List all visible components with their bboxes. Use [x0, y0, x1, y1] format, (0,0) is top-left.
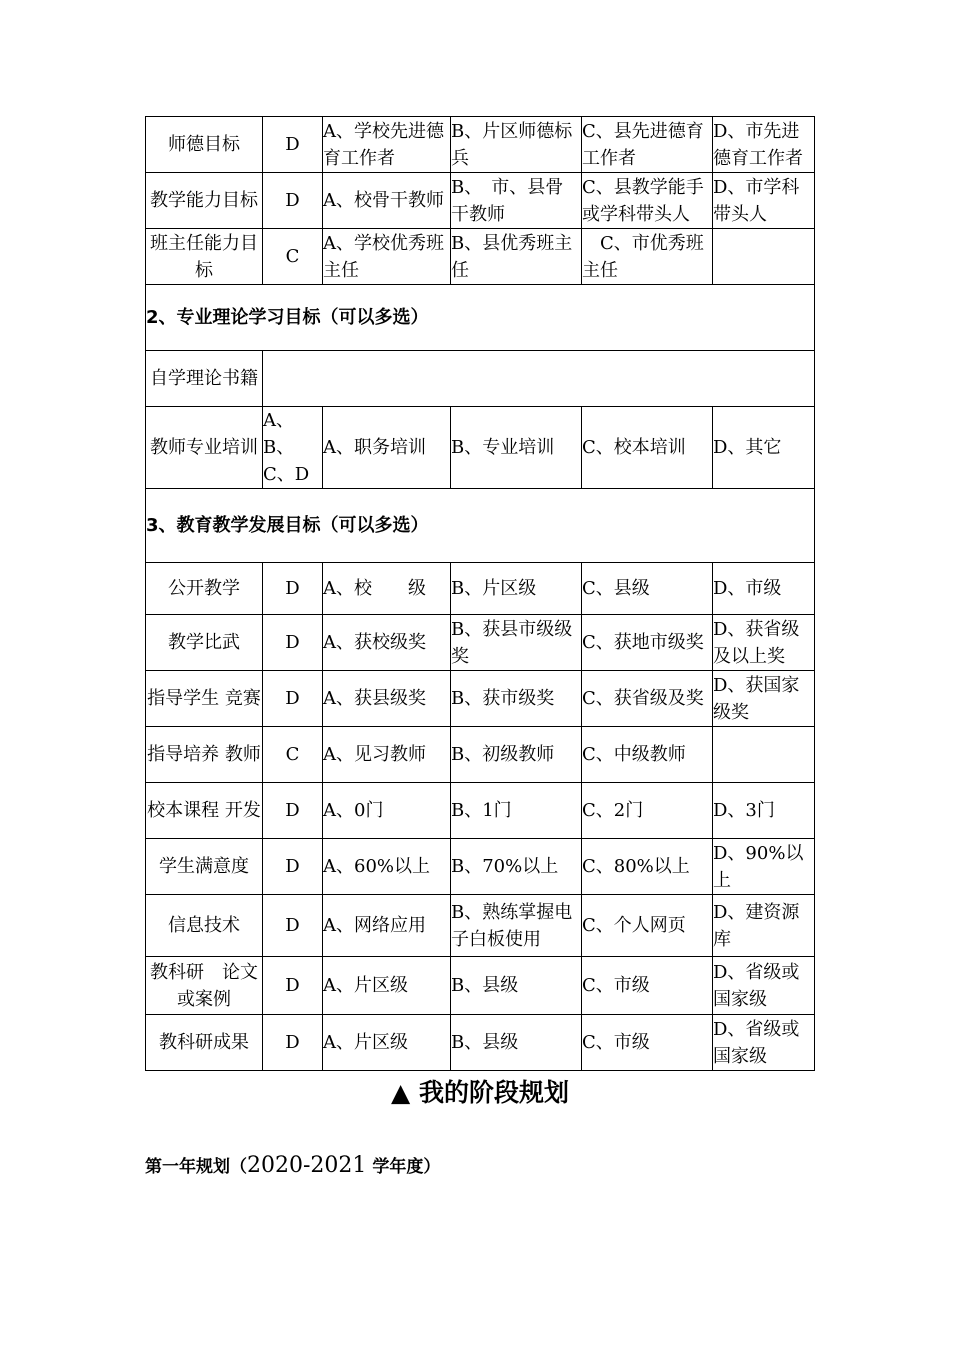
self-study-value: [263, 351, 815, 407]
year-plan-year: 2020-2021: [247, 1153, 367, 1178]
year-plan-prefix: 第一年规划（: [145, 1157, 247, 1177]
option-cell: C、中级教师: [582, 727, 713, 783]
option-cell: B、片区级: [451, 563, 582, 615]
table-row: [146, 839, 815, 895]
option-cell: C、县级: [582, 563, 713, 615]
answer-cell: D: [263, 563, 323, 615]
option-cell: B、县优秀班主任: [451, 229, 582, 285]
option-cell: C、获地市级奖: [582, 615, 713, 671]
row-label: 指导培养 教师: [146, 727, 263, 783]
option-cell: C、县教学能手或学科带头人: [582, 173, 713, 229]
stage-plan-title: ▲ 我的阶段规划: [391, 1078, 569, 1107]
goals-table: [145, 116, 815, 1071]
option-cell: B、1门: [451, 783, 582, 839]
row-label: 学生满意度: [146, 839, 263, 895]
option-cell: D、市先进德育工作者: [713, 117, 815, 173]
answer-cell: D: [263, 671, 323, 727]
option-cell: [713, 727, 815, 783]
option-cell: C、获省级及奖: [582, 671, 713, 727]
option-cell: B、获市级奖: [451, 671, 582, 727]
answer-cell: D: [263, 895, 323, 957]
answer-cell: C: [263, 727, 323, 783]
option-cell: A、获校级奖: [323, 615, 451, 671]
row-label: 信息技术: [146, 895, 263, 957]
row-label: 教科研 论文或案例: [146, 957, 263, 1015]
answer-cell: D: [263, 957, 323, 1015]
year-plan-suffix: 学年度）: [366, 1157, 441, 1177]
row-label: 教学能力目标: [146, 173, 263, 229]
option-cell: A、校 级: [323, 563, 451, 615]
option-cell: C、市级: [582, 1015, 713, 1071]
table-row: [146, 229, 815, 285]
option-cell: B、县级: [451, 957, 582, 1015]
table-row: [146, 1015, 815, 1071]
option-cell: A、职务培训: [323, 407, 451, 489]
table-row: [146, 957, 815, 1015]
option-cell: [713, 229, 815, 285]
table-row: [146, 671, 815, 727]
option-cell: D、90%以上: [713, 839, 815, 895]
option-cell: D、获国家级奖: [713, 671, 815, 727]
answer-cell: C: [263, 229, 323, 285]
row-label: 指导学生 竞赛: [146, 671, 263, 727]
option-cell: D、其它: [713, 407, 815, 489]
option-cell: C、个人网页: [582, 895, 713, 957]
year-plan-heading: [145, 1152, 440, 1178]
table-row: [146, 117, 815, 173]
option-cell: D、省级或国家级: [713, 957, 815, 1015]
option-cell: D、建资源库: [713, 895, 815, 957]
answer-cell: D: [263, 1015, 323, 1071]
table-row: [146, 895, 815, 957]
section-heading: 2、专业理论学习目标（可以多选）: [146, 285, 815, 351]
row-label: 师德目标: [146, 117, 263, 173]
option-cell: C、市优秀班主任: [582, 229, 713, 285]
answer-cell: A、B、C、D: [263, 407, 323, 489]
option-cell: B、初级教师: [451, 727, 582, 783]
option-cell: D、市学科带头人: [713, 173, 815, 229]
option-cell: D、获省级及以上奖: [713, 615, 815, 671]
option-cell: A、见习教师: [323, 727, 451, 783]
table-row: [146, 173, 815, 229]
option-cell: D、3门: [713, 783, 815, 839]
option-cell: C、2门: [582, 783, 713, 839]
option-cell: A、获县级奖: [323, 671, 451, 727]
option-cell: A、学校先进德育工作者: [323, 117, 451, 173]
option-cell: D、省级或国家级: [713, 1015, 815, 1071]
table-row: [146, 783, 815, 839]
answer-cell: D: [263, 615, 323, 671]
option-cell: B、熟练掌握电子白板使用: [451, 895, 582, 957]
option-cell: B、70%以上: [451, 839, 582, 895]
option-cell: B、片区师德标兵: [451, 117, 582, 173]
row-label: 校本课程 开发: [146, 783, 263, 839]
option-cell: B、 市、县骨干教师: [451, 173, 582, 229]
option-cell: A、校骨干教师: [323, 173, 451, 229]
option-cell: A、学校优秀班主任: [323, 229, 451, 285]
row-label: 教学比武: [146, 615, 263, 671]
option-cell: A、片区级: [323, 1015, 451, 1071]
answer-cell: D: [263, 117, 323, 173]
option-cell: B、专业培训: [451, 407, 582, 489]
table-row: [146, 563, 815, 615]
table-row: [146, 615, 815, 671]
option-cell: B、县级: [451, 1015, 582, 1071]
row-label: 班主任能力目标: [146, 229, 263, 285]
option-cell: C、80%以上: [582, 839, 713, 895]
row-label: 自学理论书籍: [146, 351, 263, 407]
option-cell: A、0门: [323, 783, 451, 839]
option-cell: C、校本培训: [582, 407, 713, 489]
row-label: 教师专业培训: [146, 407, 263, 489]
option-cell: C、市级: [582, 957, 713, 1015]
row-label: 公开教学: [146, 563, 263, 615]
answer-cell: D: [263, 783, 323, 839]
table-row: [146, 727, 815, 783]
option-cell: A、60%以上: [323, 839, 451, 895]
option-cell: C、县先进德育工作者: [582, 117, 713, 173]
option-cell: D、市级: [713, 563, 815, 615]
section-heading: 3、教育教学发展目标（可以多选）: [146, 489, 815, 563]
option-cell: A、网络应用: [323, 895, 451, 957]
option-cell: B、获县市级级奖: [451, 615, 582, 671]
answer-cell: D: [263, 173, 323, 229]
row-label: 教科研成果: [146, 1015, 263, 1071]
option-cell: A、片区级: [323, 957, 451, 1015]
answer-cell: D: [263, 839, 323, 895]
